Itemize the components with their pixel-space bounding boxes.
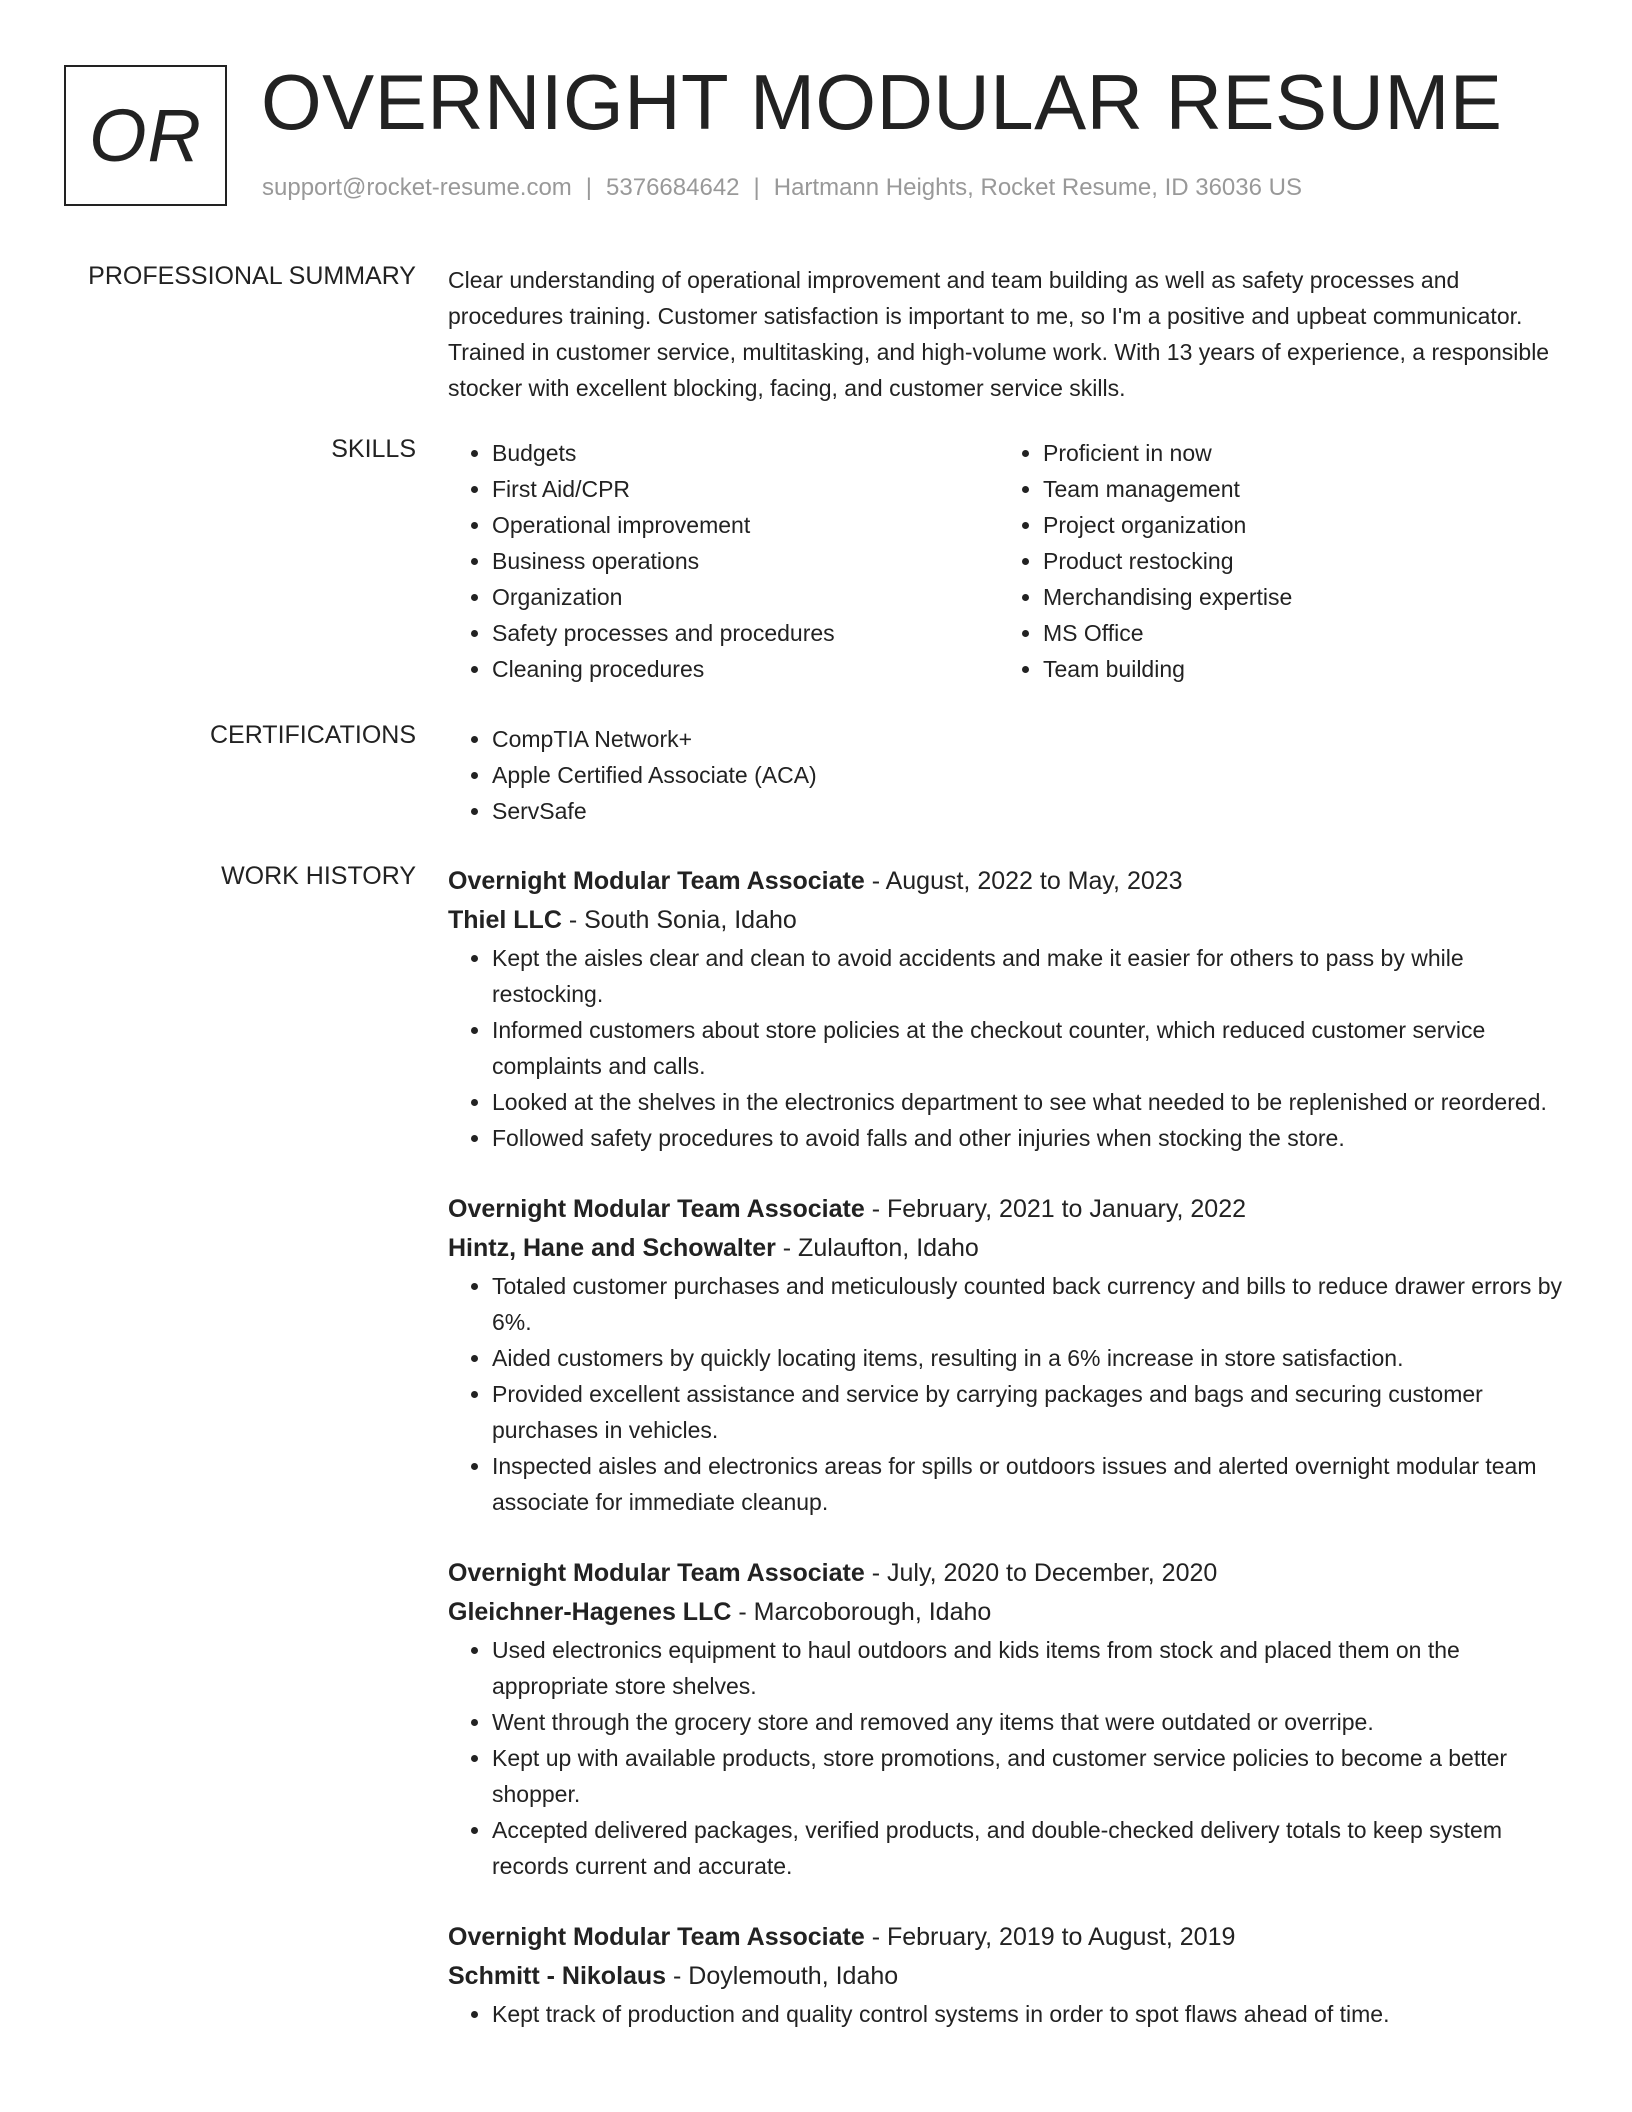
certifications-body <box>448 721 1570 829</box>
job-company: Hintz, Hane and Schowalter <box>448 1234 776 1262</box>
job-title-line <box>448 1554 1570 1593</box>
job-dates: - July, 2020 to December, 2020 <box>864 1559 1218 1587</box>
summary-text: Clear understanding of operational improvement and team building as well as safety processes and procedures training. Customer satisfaction is important to me, so I'm a positive and upbeat communicator. Trained in customer service, multitasking, and high-volume work. With 13 years of experience, a responsible stocker with excellent blocking, facing, and customer service skills. <box>448 267 1550 401</box>
certifications-list <box>448 721 1570 829</box>
skill-item: • Operational improvement <box>492 507 999 543</box>
contact-email: support@rocket-resume.com <box>262 174 572 201</box>
job-bullet: • Aided customers by quickly locating items, resulting in a 6% increase in store satisfaction. <box>492 1340 1570 1376</box>
job-location: - Marcoborough, Idaho <box>731 1598 992 1626</box>
skills-column-right <box>999 435 1550 687</box>
job-bullets <box>448 1632 1570 1884</box>
job-title-line <box>448 1918 1570 1957</box>
job-company-line <box>448 1229 1570 1268</box>
skills-list-right <box>999 435 1550 687</box>
resume-name: OVERNIGHT MODULAR RESUME <box>261 58 1503 146</box>
certifications-label: CERTIFICATIONS <box>209 721 416 749</box>
job-location: - Doylemouth, Idaho <box>666 1962 899 1990</box>
skill-item: • Team building <box>1043 651 1550 687</box>
job-entry <box>448 862 1570 1156</box>
job-company-line <box>448 1593 1570 1632</box>
skills-column-left <box>448 435 999 687</box>
certification-item: • CompTIA Network+ <box>492 721 1570 757</box>
job-bullet: • Totaled customer purchases and meticulously counted back currency and bills to reduce drawer errors by 6%. <box>492 1268 1570 1340</box>
job-bullet: • Kept track of production and quality control systems in order to spot flaws ahead of time. <box>492 1996 1570 2032</box>
job-dates: - February, 2019 to August, 2019 <box>864 1923 1236 1951</box>
job-location: - Zulaufton, Idaho <box>775 1234 979 1262</box>
skill-item: • First Aid/CPR <box>492 471 999 507</box>
job-bullet: • Informed customers about store policies at the checkout counter, which reduced customer service complaints and calls. <box>492 1012 1570 1084</box>
job-title: Overnight Modular Team Associate <box>448 1923 865 1951</box>
job-entry <box>448 1190 1570 1520</box>
job-bullet: • Went through the grocery store and removed any items that were outdated or overripe. <box>492 1704 1570 1740</box>
initials-text: OR <box>89 94 202 177</box>
job-company: Thiel LLC <box>448 906 562 934</box>
summary-body <box>448 262 1570 406</box>
job-company-line <box>448 901 1570 940</box>
skill-item: • Merchandising expertise <box>1043 579 1550 615</box>
skill-item: • Project organization <box>1043 507 1550 543</box>
skills-label: SKILLS <box>331 435 416 463</box>
job-bullet: • Looked at the shelves in the electronics department to see what needed to be replenished or reordered. <box>492 1084 1570 1120</box>
job-dates: - August, 2022 to May, 2023 <box>864 867 1183 895</box>
contact-phone: 5376684642 <box>606 174 740 201</box>
work-history-label: WORK HISTORY <box>221 862 416 890</box>
contact-line <box>262 174 1302 202</box>
skill-item: • MS Office <box>1043 615 1550 651</box>
job-company-line <box>448 1957 1570 1996</box>
job-title: Overnight Modular Team Associate <box>448 1195 865 1223</box>
job-bullet: • Inspected aisles and electronics areas for spills or outdoors issues and alerted overnight modular team associate for immediate cleanup. <box>492 1448 1570 1520</box>
job-bullet: • Kept the aisles clear and clean to avoid accidents and make it easier for others to pass by while restocking. <box>492 940 1570 1012</box>
skill-item: • Budgets <box>492 435 999 471</box>
contact-address: Hartmann Heights, Rocket Resume, ID 36036 US <box>773 174 1302 201</box>
job-bullet: • Kept up with available products, store promotions, and customer service policies to become a better shopper. <box>492 1740 1570 1812</box>
skills-list-left <box>448 435 999 687</box>
job-title-line <box>448 862 1570 901</box>
job-title-line <box>448 1190 1570 1229</box>
job-title: Overnight Modular Team Associate <box>448 867 865 895</box>
summary-label: PROFESSIONAL SUMMARY <box>88 262 416 290</box>
job-entry <box>448 1554 1570 1884</box>
initials-monogram <box>64 65 227 206</box>
job-bullets <box>448 1268 1570 1520</box>
work-history-body <box>448 862 1570 2066</box>
job-bullet: • Provided excellent assistance and service by carrying packages and bags and securing customer purchases in vehicles. <box>492 1376 1570 1448</box>
skill-item: • Safety processes and procedures <box>492 615 999 651</box>
certification-item: • Apple Certified Associate (ACA) <box>492 757 1570 793</box>
job-bullets <box>448 1996 1570 2032</box>
contact-separator: | <box>585 174 593 201</box>
job-entry <box>448 1918 1570 2032</box>
skill-item: • Business operations <box>492 543 999 579</box>
skill-item: • Proficient in now <box>1043 435 1550 471</box>
skill-item: • Team management <box>1043 471 1550 507</box>
skill-item: • Organization <box>492 579 999 615</box>
job-dates: - February, 2021 to January, 2022 <box>864 1195 1247 1223</box>
skills-body <box>448 435 1570 687</box>
job-bullets <box>448 940 1570 1156</box>
job-company: Gleichner-Hagenes LLC <box>448 1598 732 1626</box>
job-location: - South Sonia, Idaho <box>561 906 797 934</box>
job-bullet: • Accepted delivered packages, verified products, and double-checked delivery totals to keep system records current and accurate. <box>492 1812 1570 1884</box>
job-company: Schmitt - Nikolaus <box>448 1962 667 1990</box>
contact-separator: | <box>753 174 760 201</box>
job-bullet: • Used electronics equipment to haul outdoors and kids items from stock and placed them on the appropriate store shelves. <box>492 1632 1570 1704</box>
skill-item: • Cleaning procedures <box>492 651 999 687</box>
job-bullet: • Followed safety procedures to avoid falls and other injuries when stocking the store. <box>492 1120 1570 1156</box>
job-title: Overnight Modular Team Associate <box>448 1559 865 1587</box>
certification-item: • ServSafe <box>492 793 1570 829</box>
skill-item: • Product restocking <box>1043 543 1550 579</box>
